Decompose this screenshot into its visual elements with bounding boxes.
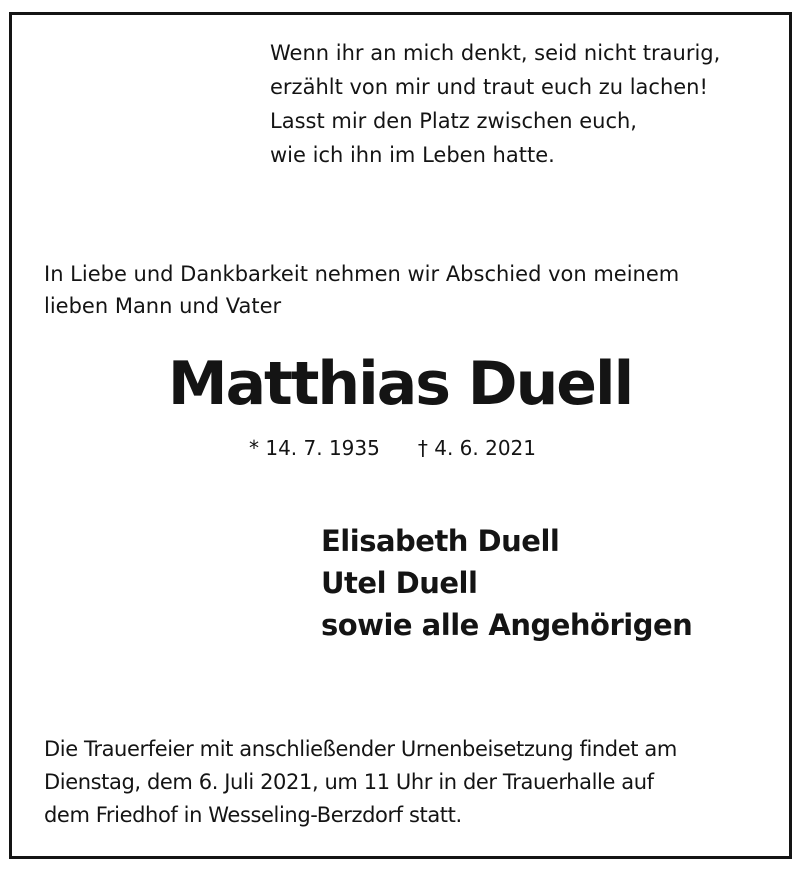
funeral-line: Die Trauerfeier mit anschließender Urnenbeisetzung findet am bbox=[44, 737, 677, 761]
mourner-name: Elisabeth Duell bbox=[321, 524, 560, 558]
death-date: † 4. 6. 2021 bbox=[417, 436, 536, 460]
funeral-line: Dienstag, dem 6. Juli 2021, um 11 Uhr in der Trauerhalle auf bbox=[44, 770, 654, 794]
poem-line: wie ich ihn im Leben hatte. bbox=[270, 143, 555, 167]
poem bbox=[270, 36, 720, 172]
funeral-line: dem Friedhof in Wesseling-Berzdorf statt. bbox=[44, 803, 462, 827]
intro-text bbox=[44, 258, 757, 322]
mourner-name: sowie alle Angehörigen bbox=[321, 608, 693, 642]
poem-line: Lasst mir den Platz zwischen euch, bbox=[270, 109, 637, 133]
mourners-list bbox=[321, 520, 692, 646]
poem-line: Wenn ihr an mich denkt, seid nicht traurig, bbox=[270, 41, 721, 65]
birth-date: * 14. 7. 1935 bbox=[249, 436, 380, 460]
funeral-notice bbox=[44, 733, 677, 832]
life-dates bbox=[249, 433, 536, 463]
intro-line: In Liebe und Dankbarkeit nehmen wir Abschied von meinem bbox=[44, 262, 680, 286]
deceased-name: Matthias Duell bbox=[167, 349, 633, 419]
mourner-name: Utel Duell bbox=[321, 566, 478, 600]
poem-line: erzählt von mir und traut euch zu lachen! bbox=[270, 75, 708, 99]
intro-line: lieben Mann und Vater bbox=[44, 294, 282, 318]
